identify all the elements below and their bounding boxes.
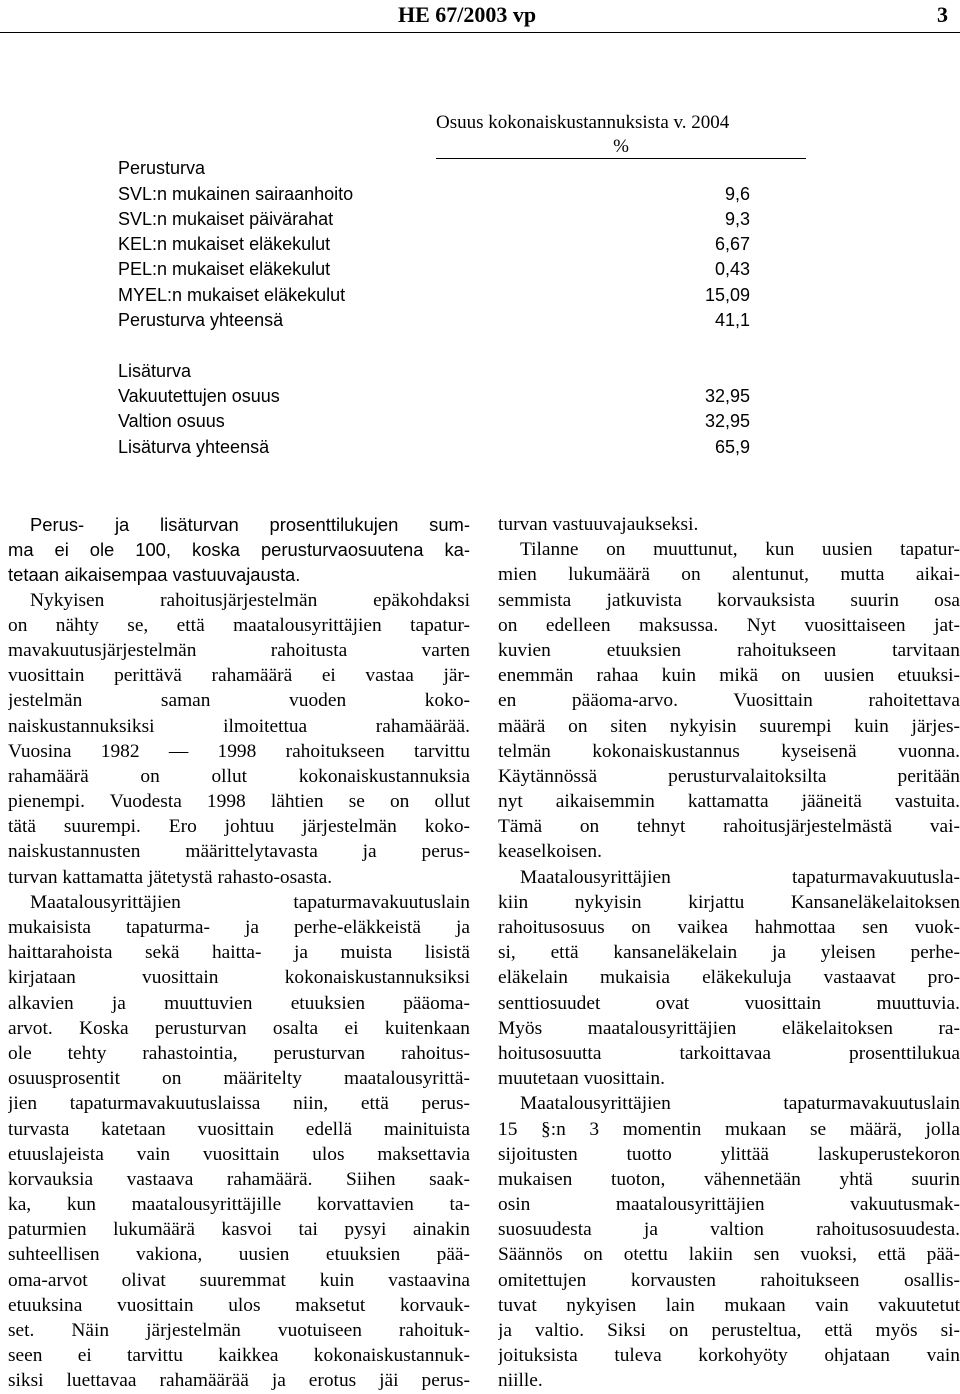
text-line: korvauksia vastaava rahamäärä. Siihen saak-	[8, 1168, 470, 1190]
row-value: 32,95	[704, 386, 750, 406]
table-unit: %	[613, 136, 629, 157]
row-value: 0,43	[714, 259, 750, 279]
text-line: hoitusosuutta tarkoittavaa prosenttilukua	[498, 1042, 960, 1064]
text-line: ma ei ole 100, koska perusturvaosuutena ka-	[8, 539, 470, 561]
text-line: turvan vastuuvajaukseksi.	[498, 514, 699, 535]
text-line: Tämä on tehnyt rahoitusjärjestelmästä vai-	[498, 816, 960, 838]
text-line: kiin nykyisin kirjattu Kansaneläkelaitoksen	[498, 891, 960, 913]
text-line: senttiosuudet ovat vuosittain muuttuvia.	[498, 992, 960, 1014]
row-value: 9,6	[724, 184, 750, 204]
text-line: turvasta katetaan vuosittain edellä mainituista	[8, 1118, 470, 1140]
text-line: ja valtio. Siksi on perusteltua, että myös si-	[498, 1320, 960, 1341]
text-line: set. Näin järjestelmän vuotuiseen rahoituk-	[8, 1320, 470, 1341]
text-line: rahamäärä on ollut kokonaiskustannuksia	[8, 765, 470, 787]
text-line: etuuslajeista vain vuosittain ulos maksettavia	[8, 1143, 470, 1165]
text-line: kuvien etuuksien rahoitukseen tarvitaan	[498, 639, 960, 661]
row-label: KEL:n mukaiset eläkekulut	[118, 234, 331, 254]
text-line: kirjataan vuosittain kokonaiskustannuksiksi	[8, 967, 470, 989]
text-line: etuuksina vuosittain ulos maksetut korvauk-	[8, 1294, 470, 1316]
row-label: Perusturva	[118, 158, 206, 178]
text-line: Tilanne on muuttunut, kun uusien tapatur-	[520, 539, 960, 561]
text-line: osin maatalousyrittäjien vakuutusmak-	[498, 1194, 960, 1216]
page-header	[0, 0, 960, 33]
text-line: Myös maatalousyrittäjien eläkelaitoksen ra-	[498, 1017, 960, 1039]
text-line: turvan kattamatta jätetystä rahasto-osasta.	[8, 866, 333, 888]
text-line: keaselkoisen.	[498, 841, 602, 863]
text-line: ka, kun maatalousyrittäjille korvattavien ta-	[8, 1194, 470, 1216]
text-line: semmista jatkuvista korvauksista suurin osa	[498, 589, 960, 611]
text-line: Maatalousyrittäjien tapaturmavakuutuslain	[520, 1093, 960, 1115]
text-line: muutetaan vuosittain.	[498, 1068, 665, 1090]
left-text-column	[8, 512, 470, 1394]
text-line: määrä on siten nykyisin suurempi kuin järjes-	[498, 715, 960, 737]
text-line: on nähty se, että maatalousyrittäjien tapatur-	[8, 614, 470, 636]
table-caption: Osuus kokonaiskustannuksista v. 2004	[436, 112, 730, 133]
row-label: Lisäturva yhteensä	[118, 437, 270, 457]
text-line: sijoitusten tuotto ylittää laskuperustekoron	[498, 1143, 960, 1165]
text-line: Käytännössä perusturvalaitoksilta peritään	[498, 765, 960, 787]
text-line: mien lukumäärä on alentunut, mutta aikai-	[498, 564, 960, 586]
text-line: arvot. Koska perusturvan osalta ei kuitenkaan	[8, 1017, 470, 1039]
text-line: on edelleen maksussa. Nyt vuosittaiseen jat-	[498, 614, 960, 636]
text-line: omitettujen korvausten rahoitukseen osallis-	[498, 1269, 960, 1291]
text-line: niille.	[498, 1370, 543, 1392]
text-line: telmän kokonaiskustannus kyseisenä vuonna.	[498, 740, 960, 762]
text-line: jestelmän saman vuoden koko-	[8, 690, 470, 712]
text-line: tätä suurempi. Ero johtuu järjestelmän koko-	[8, 816, 470, 838]
text-line: Maatalousyrittäjien tapaturmavakuutusla-	[520, 866, 960, 888]
text-line: siksi luettavaa rahamäärää ja erotus jäi perus-	[8, 1370, 470, 1392]
text-line: naiskustannuksiksi ilmoitettua rahamäärää.	[8, 715, 470, 737]
text-line: enemmän rahaa kuin mikä on uusien etuuksi-	[498, 665, 960, 687]
text-line: Vuosina 1982 — 1998 rahoitukseen tarvittu	[8, 740, 470, 762]
text-line: vuosittain perittävä rahamäärä ei vastaa jär-	[8, 665, 470, 687]
text-line: Maatalousyrittäjien tapaturmavakuutuslain	[30, 891, 470, 913]
text-line: eläkelain mukaisia eläkekuluja vastaavat pro-	[498, 967, 960, 989]
right-text-column	[498, 512, 960, 1394]
row-label: Lisäturva	[118, 361, 192, 381]
row-label: MYEL:n mukaiset eläkekulut	[118, 285, 346, 305]
text-line: si, että kansaneläkelain ja yleisen perhe-	[498, 942, 960, 964]
text-line: alkavien ja muuttuvien etuuksien pääoma-	[8, 992, 470, 1014]
text-line: en pääoma-arvo. Vuosittain rahoitettava	[498, 690, 960, 712]
row-label: Vakuutettujen osuus	[118, 386, 280, 406]
row-label: Perusturva yhteensä	[118, 310, 284, 330]
row-label: SVL:n mukaiset päivärahat	[118, 209, 334, 229]
table-rule	[436, 158, 806, 159]
row-value: 15,09	[704, 285, 750, 305]
row-label: Valtion osuus	[118, 411, 225, 431]
text-line: joituksista tuleva korkohyöty ohjataan vain	[498, 1345, 960, 1367]
text-line: tuvat nykyisen lain mukaan vain vakuutetut	[498, 1294, 960, 1316]
text-line: Säännös on otettu lakiin sen vuoksi, että pää-	[498, 1244, 960, 1266]
text-line: tetaan aikaisempaa vastuuvajausta.	[8, 564, 301, 586]
text-line: paturmien lukumäärä kasvoi tai pysyi ainakin	[8, 1219, 470, 1241]
text-line: mukaisen tuoton, vähennetään yhtä suurin	[498, 1168, 960, 1190]
document-id: HE 67/2003 vp	[398, 2, 537, 27]
row-value: 6,67	[714, 234, 750, 254]
text-line: haittarahoista sekä haitta- ja muista lisistä	[8, 942, 470, 964]
text-line: ole tehty rahastointia, perusturvan rahoitus-	[8, 1042, 470, 1064]
page-number: 3	[937, 2, 948, 27]
text-line: naiskustannusten määrittelytavasta ja perus-	[8, 841, 470, 863]
row-value: 41,1	[714, 310, 750, 330]
text-line: oma-arvot olivat suuremmat kuin vastaavina	[8, 1269, 470, 1291]
text-line: seen ei tarvittu kaikkea kokonaiskustannuk-	[8, 1345, 470, 1367]
text-line: pienempi. Vuodesta 1998 lähtien se on ollut	[8, 791, 470, 813]
text-line: nyt aikaisemmin kattamatta jääneitä vastuita.	[498, 791, 960, 813]
text-line: mavakuutusjärjestelmän rahoitusta varten	[8, 639, 470, 661]
row-label: SVL:n mukainen sairaanhoito	[118, 184, 354, 204]
text-line: mukaisista tapaturma- ja perhe-eläkkeistä ja	[8, 917, 470, 938]
row-value: 65,9	[714, 437, 750, 457]
text-line: osuusprosentit on määritelty maatalousyrittä-	[8, 1068, 470, 1090]
text-line: suhteellisen vakiona, uusien etuuksien pää-	[8, 1244, 470, 1266]
text-line: rahoitusosuus on vaikea hahmottaa sen vuok-	[498, 917, 960, 938]
text-line: Perus- ja lisäturvan prosenttilukujen sum-	[30, 514, 470, 535]
text-line: Nykyisen rahoitusjärjestelmän epäkohdaksi	[30, 589, 470, 611]
text-line: suosuudesta ja valtion rahoitusosuudesta.	[498, 1219, 960, 1241]
row-label: PEL:n mukaiset eläkekulut	[118, 259, 331, 279]
text-line: 15 §:n 3 momentin mukaan se määrä, jolla	[498, 1118, 960, 1140]
text-line: jien tapaturmavakuutuslaissa niin, että perus-	[8, 1093, 470, 1115]
row-value: 32,95	[704, 411, 750, 431]
row-value: 9,3	[724, 209, 750, 229]
